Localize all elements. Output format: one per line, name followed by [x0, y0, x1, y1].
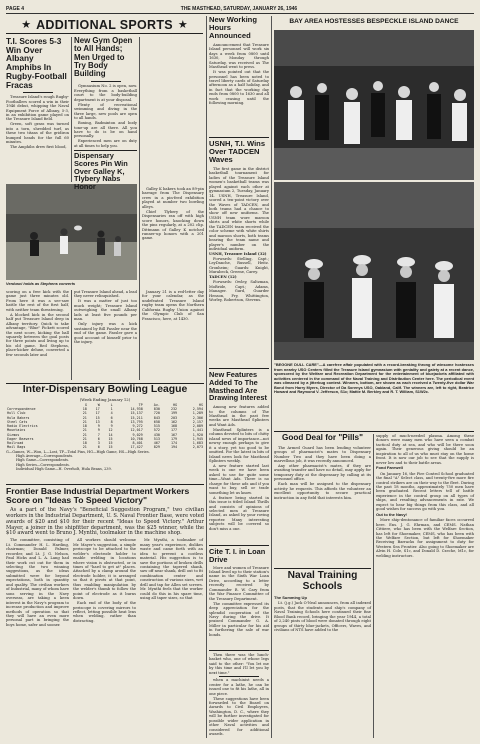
usnh-team: TADCEN (12): [209, 275, 237, 280]
team-name-cell: Hula Bakers: [7, 415, 30, 420]
stat-cell: 8,401: [132, 441, 143, 446]
cite-paragraph: More and women of Treasure Island lived up to their station's name in the Sixth War Loan Drive, according to a letter recently received by Commander R. W. Cary from the War Finance Committee of the Treasury Department.: [209, 565, 269, 601]
stat-cell: 1: [110, 407, 113, 412]
cite-article: [209, 548, 269, 648]
stat-cell: 15: [95, 415, 100, 420]
cite-headline: Cite T. I. in Loan Drive: [209, 547, 266, 564]
dispensary-story: [142, 187, 204, 283]
features-article: [209, 371, 269, 543]
stat-cell: 232: [170, 407, 178, 412]
masthead-line: THE MASTHEAD, SATURDAY, JANUARY 26, 1946: [180, 5, 298, 12]
stat-cell: 513: [153, 436, 160, 441]
good-deal-paragraph: The Armed Guard has been lending volunteer groups of pharmacist's mates to Dispensary Number Two and they have been doing a marvellous job, it was recently announced.: [274, 445, 371, 463]
stat-cell: 572: [153, 428, 160, 433]
features-headline: New Features Added To The Masthead Are Drawing Interest: [209, 370, 267, 403]
stat-cell: 14: [108, 432, 113, 437]
stat-cell: 9,272: [132, 424, 143, 429]
stat-cell: 1,289: [192, 411, 203, 416]
stat-cell: 18: [82, 441, 87, 446]
gym-article: [74, 37, 137, 149]
team-name-cell: Gizmos: [7, 432, 20, 437]
dance-caption-title: "BEGONE DULL CARE": [274, 362, 319, 367]
dispensary-article: [74, 151, 137, 192]
ti-scores-headline: T.I. Scores 5-3 Win Over Albany Amphibs In Rugby-Football Fracas: [6, 36, 67, 90]
stat-cell: 15: [108, 445, 113, 450]
rugby-paragraph: put Treasure Island ahead, a lead they never relinquished.: [74, 290, 137, 299]
stat-cell: 1,441: [192, 428, 203, 433]
lunch-paragraph: when a machinist needs a center for a lathe, he can be issued one to fit his lathe, all in one piece.: [209, 678, 269, 696]
bowling-standings-table: [6, 403, 204, 450]
stat-cell: 1,945: [192, 436, 203, 441]
team-name-cell: Mail Bags: [7, 445, 26, 450]
stat-cell: 12,017: [130, 428, 143, 433]
features-paragraph: A new feature started last week is one we have been asked to use for quite some time—Want Ads. There is no charge for these ads and if you want to buy, sell or trade something let us know.: [209, 463, 269, 495]
bay-area-banner: [274, 16, 474, 28]
sports-banner-title: ADDITIONAL SPORTS: [36, 17, 173, 32]
bowling-section: [6, 385, 204, 481]
hours-paragraph: Announcement that Treasure Island personnel will work six days a week from 0800 until 1630, Monday through Saturday, was received as The Masthead went to press.: [209, 42, 269, 70]
stat-cell: 658: [153, 419, 160, 424]
stat-cell: 3: [97, 441, 100, 446]
naval-training-article: [274, 571, 371, 738]
stat-cell: 21: [82, 419, 87, 424]
cite-paragraph: The committee expressed its deep appreciation for the splendid cooperation of the Navy during the drive. It praised Commander G. A. Miller in particular for his aid in furthering the sale of war bonds.: [209, 601, 269, 637]
stat-cell: 9: [110, 424, 113, 429]
frontier-headline: Frontier Base Industrial Department Workers Score on "Ideas To Speed Victory": [6, 486, 190, 506]
good-deal-paragraph: Each man will be assigned to the dispensary activity he requests. This affords the volunteer an excellent opportunity to secure practical instruction in any field that interests him.: [274, 482, 371, 500]
bowling-subhead: (Week Ending January 12): [79, 396, 131, 402]
stat-cell: 2,157: [192, 419, 203, 424]
star-icon: ★: [177, 18, 188, 31]
rugby-continued: [74, 290, 137, 380]
stat-cell: 21: [82, 428, 87, 433]
good-deal-paragraph: Any other pharmacist's mates, if they are awaiting transfer and have no detail, may apply for temporary duty at the dispensary by calling at its personnel office.: [274, 463, 371, 482]
features-paragraph: A feature being started in this issue is titled Island Thrills and consists of opinions of selected men at Treasure Island, as asked by your roving reporter. Many interesting subjects will be covered so don't miss a one.: [209, 495, 269, 531]
stat-cell: 15,211: [130, 415, 143, 420]
bowling-headline: Inter-Dispensary Bowling League: [22, 384, 188, 395]
dance-photo-top: [274, 30, 474, 180]
ti-scores-paragraph: scoring on a free kick with the game just three minutes old. From here it was a see-saw battle the rest of the first half, with neither team threatening.: [6, 290, 69, 312]
frontier-paragraph: All workers should welcome Mr. Mayer's suggestion, a simple periscope to be attached to the welder's electrode holder to enable welding in locations where vision is obstructed, or in times of "hard to get at" places. Attached by a clamp around the electrode holder, it is arranged so that it pivots at that point, thus enabling manipulation by the welder's thumb to follow the point of electrode as it burns down.: [73, 538, 136, 601]
stat-cell: 2,073: [192, 445, 203, 450]
bowling-stat: Individual High Game—H. Overholt, Hula Beans, 239.: [16, 466, 112, 471]
stat-cell: 12: [108, 428, 113, 433]
supply-paragraph: supply of much-needed plasma. Among these donors were many men who have seen a combat tactical duty at sea, and who will be there soon again. Their generous giving should be an inspiration to all of us who must stay on the home front. It is now our job to see that the supply is never low and to their battle areas.: [376, 434, 474, 465]
stat-cell: 15: [108, 441, 113, 446]
stat-cell: 21: [82, 445, 87, 450]
bowling-table-body: [6, 407, 204, 450]
stat-cell: 2,594: [192, 407, 203, 412]
stat-cell: 430: [153, 432, 160, 437]
stat-cell: 6: [110, 415, 113, 420]
stat-cell: 177: [170, 428, 178, 433]
stat-cell: 6: [97, 436, 100, 441]
stat-cell: 1,683: [192, 441, 203, 446]
stat-cell: 10,768: [130, 436, 143, 441]
stat-cell: 843: [153, 415, 160, 420]
lunch-paragraph: These suggestions have been forwarded to the Board on Awards to Civil Employees, Washington, D. C., where they will be further investigated for possible wider application in other Naval activities and considered for additional awards.: [209, 696, 269, 737]
column-header: HS: [198, 402, 203, 407]
stat-cell: 179: [170, 436, 178, 441]
supply-subhead: Fond Farewell: [376, 465, 403, 471]
star-icon: ★: [21, 18, 32, 31]
stat-cell: 2,089: [192, 424, 203, 429]
bowling-stat: High Series—Correspondents.: [16, 462, 70, 467]
naval-training-subhead: The Summing Up: [274, 595, 307, 601]
frontier-article: [6, 487, 204, 737]
ti-scores-continued: [6, 290, 69, 380]
stat-cell: 13: [95, 419, 100, 424]
features-paragraph: Masthead Splinters is a column devoted to bits of chitty island news of importance—not newsy enough perhaps to give it a story, yet too good to be omitted. For the latest in bits of Island news look for Masthead Splinters weekly.: [209, 427, 269, 463]
naval-training-paragraph: Lt. (j.g.) Jack O'Neal announces, from all indexed posts, that the students and ship's company of Naval Training Schools here continued their fine Blood Bank record, bringing the year 1944, a total of 2,240 pints of blood were donated through eight groups of thirty blue-jackets, Officers, Waves, and civilians of NTS have added to the: [274, 601, 371, 633]
rugby-photo-caption: Verdusci holds as Stephens converts: [6, 281, 76, 286]
rugby-photo: [6, 184, 137, 280]
stat-cell: 7: [97, 432, 100, 437]
supply-paragraph: More ship-dentonance of familiar faces occurred here. Ens. J. G. Ehrman, and CEMS. Nathan Cittiere, who has been with the Welfare Section, has left for Shoemaker, CEMS, who has been with the Welfare Section, but left for Shoemaker Receiving Barracks for assignment to duty for Western Sea Frontier. Also going to Shoemaker are Alvin H. Cole, S1c, and Donald D. Czeche, M1c, for welding instructors.: [376, 518, 474, 558]
stat-cell: 15,137: [130, 411, 143, 416]
frontier-paragraph: As a part of the Navy's "Beneficial Suggestion Program," two civilian workers in the Industrial Department, U. S. Naval Frontier Base, were voted awards of $20 and $10 for their recent "Ideas to Speed Victory." Arthur Mayer, a joiner in the shipfitter department, was the $25 winner, while the $10 award went to Bruno J. Mynthi, toolmaker in the machine shop.: [6, 507, 204, 537]
stat-cell: 199: [170, 411, 178, 416]
column-header: W: [97, 402, 100, 407]
page-header: [6, 4, 474, 14]
supply-paragraph: On January 16, the Fire Control School graduated the final "A" Select class, and twenty-five more fire control strikers are on their way to the fleet. During the past 18 months, approximately 750 men have been graduated. Recent letters tell of battle experience in the control group on all types of ships, and resulting advancements in rate. We expect to hear big things from this class, and all good wishes for success go with you.: [376, 471, 474, 512]
frontier-paragraph: Each end of the body of the periscope is covering mirrors to reflect, letting possible heat lens when welding, rather than distracting.: [73, 601, 136, 623]
ti-scores-paragraph: Green, soft grass was turned into a torn, shredded turf, as these two titans of the gridiron bumped heads for the full 60 minutes.: [6, 122, 69, 145]
team-name-cell: Railroad: [7, 441, 24, 446]
dispensary-paragraph: Chief Tlybery of the Dispensaries ran off with high score honors, knocking down the pins regularly, at a 202 clip. Dittmann of Galley K notched runner-up honors with a 201 game.: [142, 209, 204, 241]
stat-cell: 720: [153, 411, 160, 416]
stat-cell: 194: [170, 445, 178, 450]
good-deal-headline: Good Deal for "Pills": [281, 433, 363, 442]
gym-headline: New Gym Open to All Hands; Men Urged to Try Body Building: [74, 36, 133, 79]
stat-cell: 13,795: [130, 419, 143, 424]
team-name-cell: Eager Beavers: [7, 436, 34, 441]
column-header: G: [84, 402, 87, 407]
stat-cell: 8: [110, 419, 113, 424]
stat-cell: 21: [82, 411, 87, 416]
stat-cell: 167: [170, 432, 178, 437]
stat-cell: 18: [82, 424, 87, 429]
lunch-article: [209, 653, 269, 738]
sports-banner: [6, 16, 203, 34]
stat-cell: 2,306: [192, 415, 203, 420]
usnh-paragraph: Forwards: Owley, Saltzman, MoBride, Capt.; Adams, Manager. Gurd, Guarder Henson, Fry, Whittington, Worley, Robertson, Stevens.: [209, 280, 269, 303]
ti-scores-paragraph: A blocked kick in the second half put Treasure Island deep in Albany territory. Quick to take advantage, "Blue" Pickett scored the next score, kicking the ball squarely between the goal posts for three points and living up to his old game. Red Stephens, place-kicker deluxe, converted a few seconds later and: [6, 312, 69, 357]
dance-crowd-image: [274, 30, 474, 180]
usnh-article: [209, 140, 269, 366]
column-header: TP: [138, 402, 143, 407]
stat-cell: 203: [170, 415, 178, 420]
stat-cell: 1,920: [192, 432, 203, 437]
supply-subhead: Out to the Navy!: [376, 511, 407, 517]
bowling-legend: G—Games, W—Won, L—Lost, TP—Total Pins, HG—High Game, HS—High Series.: [6, 449, 150, 454]
stat-cell: 18: [82, 407, 87, 412]
hours-headline: New Working Hours Announced: [209, 15, 257, 40]
dispensary-paragraph: Galley K bakers took an 89-pin barrage from The Dispensary crew in a pin-feed exhibition played at number two bowling alleys.: [142, 187, 204, 209]
dance-caption: [274, 363, 474, 429]
stat-cell: 168: [170, 424, 178, 429]
supply-article: [376, 434, 474, 738]
stat-cell: 830: [153, 407, 160, 412]
frontier-paragraph: The committee, consisting of Lt. Commander H. L. Harding, chairman; Donald Palmer, recorder, and Lt. J. G. Nelson, Paul Hicks and L. A. Lang had their work cut out for them in selecting the two winning suggestions, as the ideas submitted were for beyond expectations, both in quantity and quality. The civilian workers of Industrial, many of whom have sons serving in the Navy overseas, are taking a keen interest in the Navy's program to increase production and improve methods of operation so that they will have an even more personal part in bringing the boys home, safer and sooner.: [6, 538, 69, 627]
team-name-cell: Hull Club: [7, 411, 26, 416]
naval-training-headline: Naval Training Schools: [287, 570, 358, 592]
page-number: PAGE 4: [6, 5, 24, 12]
bay-area-headline: BAY AREA HOSTESSES BESPECKLE ISLAND DANCE: [289, 18, 459, 25]
rugby-continued-2: [142, 290, 204, 380]
stat-cell: 9,029: [132, 432, 143, 437]
usnh-paragraph: The first game in the district basketball tournament for ladies of the Treasure Island women's basketball teams was played against each other at gymnasium 2, Tuesday, January 14. USNH, Treasure Island, scored a ten-point victory over the Waves of TADCEN, and both teams had a chance to show off new uniforms. The USNH team wore maroon shirts and white shorts while the TADCEN team received the color scheme with white shirts and maroon shorts, both teams bearing the team name and player's number on the individual uniform.: [209, 166, 269, 252]
rugby-scene-image: [6, 184, 137, 280]
dispensary-headline: Dispensary Scores Pin Win Over Galley K, Tlybery Nabs Honor: [74, 151, 128, 192]
bowling-stat: High Average—Correspondents.: [16, 453, 74, 458]
column-header: HG: [172, 402, 178, 407]
usnh-paragraph: Forwards: Stelling, Capt.; LeyDanche, Russell, Heitz. Gronheim; Guards: Knight, Murabeck, Greene, Carey.: [209, 256, 269, 275]
gym-paragraph: Experienced men are on duty at all times to help you.: [74, 139, 137, 148]
stat-cell: 9: [97, 428, 100, 433]
gym-paragraph: Plenty of recreational swimming and diving in the three large, new pools are open to all hands.: [74, 102, 137, 121]
stat-cell: 17: [95, 407, 100, 412]
rugby-paragraph: It was a matter of just too much weight; Treasure Island outweighing the small Albany lads at least five pounds per man.: [74, 299, 137, 322]
stat-cell: 4: [110, 411, 113, 416]
lunch-paragraph: Then there was the lunch-basket who, one of whose legs said to the other: "You let me by this time and I'll let you by next time.": [209, 653, 269, 675]
team-name-cell: Radio Electrics: [7, 424, 38, 429]
stat-cell: 14,938: [130, 407, 143, 412]
stat-cell: 162: [170, 419, 178, 424]
stat-cell: 174: [170, 441, 178, 446]
rugby-paragraph: January 21 is a red-letter day for your calendar, as the undefeated Treasure Island rugby team opens the Northern California Rugby Union against the Olympic Club of San Francisco, here, at 1430.: [142, 290, 204, 321]
contest-winners-image: [274, 182, 474, 360]
rugby-paragraph: Only injury was a kick sustained by Bill Fassler near the end of the game. Fassler gave a good account of himself prior to the injury.: [74, 322, 137, 344]
stat-cell: 21: [82, 436, 87, 441]
column-header: L: [110, 402, 113, 407]
ti-scores-paragraph: The Amphibs drew first blood,: [10, 145, 67, 150]
stat-cell: 515: [153, 424, 160, 429]
stat-cell: 21: [82, 415, 87, 420]
gym-paragraph: Boxing, Badminton and body tone-up are all there. All you have to do is be on hand personally.: [74, 121, 137, 139]
team-name-cell: Mountains: [7, 428, 26, 433]
stat-cell: 15: [108, 436, 113, 441]
stat-cell: 17,427: [130, 445, 143, 450]
bowling-stat: High Game—Correspondents.: [16, 458, 70, 463]
column-header: Av.: [153, 402, 160, 407]
gym-paragraph: Gymnasium No. 2 is open, now. Everything from a basketball court to the body-building department is at your disposal.: [74, 84, 137, 102]
stat-cell: 467: [153, 441, 160, 446]
dance-caption-text: —A carefree affair populated with a record-breaking throng of winsome hostesses from nearby USO Centers filled the Treasure Island gymnasium with geniality and gaiety at a recent dance, sponsored by the Welfare and Recreation Department for the entertainment of bluejackets affiliated with activities centered in the command of the Naval Training and Distribution Center here. The periodical event was climaxed by a jitterbug contest. Winners, bottom, are shown as each received a Twenty-five dollar War Bond from Harry Myers, Director of Da Sorenys USO, Oakland, Calif. The winners are, left to right, Beatrice Howard and Raymond V. Jefferson, S1c; Mattie M. Berkley and R. T. William, S1W2c.: [274, 362, 474, 394]
good-deal-article: [274, 434, 371, 566]
features-paragraph: Among new features added to the columns of The Masthead in the past few weeks are Masthead Splinters and Want Ads.: [209, 405, 269, 427]
usnh-team: USNH, Treasure Island (32): [209, 252, 267, 257]
team-name-cell: Correspondence: [7, 407, 36, 412]
hours-article: [209, 16, 269, 136]
stat-cell: 21: [82, 432, 87, 437]
team-name-cell: Steel Cats: [7, 419, 28, 424]
stat-cell: 9: [97, 424, 100, 429]
dance-photo-bottom: [274, 182, 474, 360]
usnh-headline: USNH, T.I. Wins Over TADCEN Waves: [209, 139, 266, 164]
stat-cell: 829: [153, 445, 160, 450]
frontier-paragraph: Mr. Mynthi, a toolmaker of many year's experience, dislikes waste and came forth with an idea to prevent a costless material. His suggestion is to save the portions of broken drills containing the tapered shank, saw off near shank, drill out to fit combination center and construction of various sizes, wet drill and tap for Allen set screws. Mr. Mynthi feels that the worker could do this in his spare time, using all taper sizes, so that: [140, 538, 203, 601]
ti-scores-paragraph: Treasure Island's rough Rugby-Footballers scored a win in their 1946 debut, whipping the Naval Equipment Force of Albany, 5-3, in an exhibition game played on the Treasure Island field.: [6, 95, 69, 122]
stat-cell: 17: [95, 411, 100, 416]
hours-paragraph: It was pointed out that the personnel has been noted to travel liberty cards of Saturday afternoon as a half holiday, and in fact that the working day ends from 0800 to 1630 and all work ceasing until the following morning.: [209, 70, 269, 106]
stat-cell: 6: [97, 445, 100, 450]
